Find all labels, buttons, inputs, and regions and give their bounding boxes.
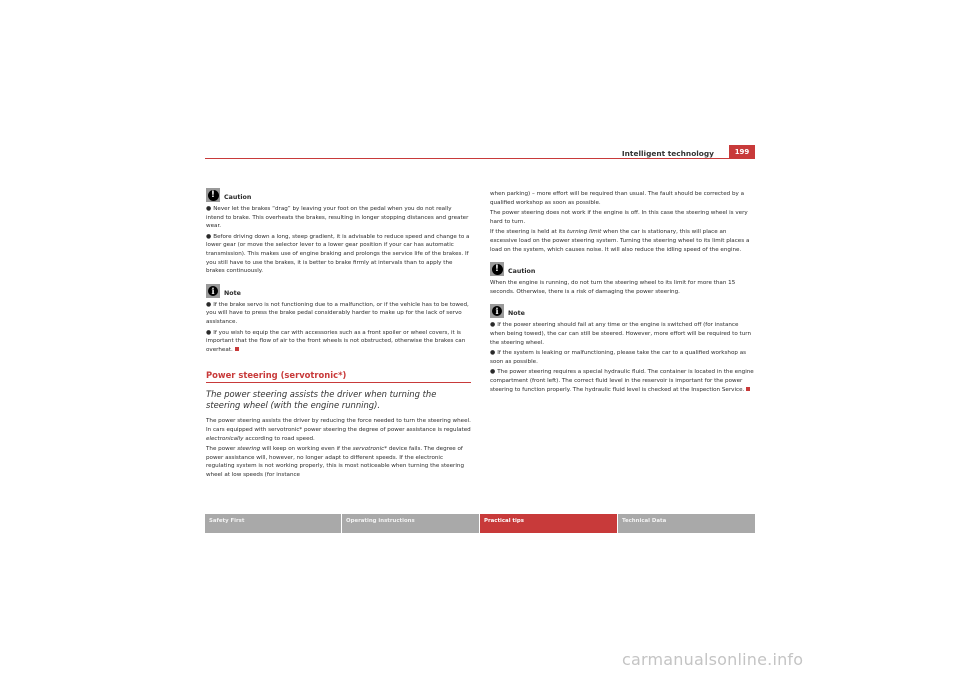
note-bullet: ● If the brake servo is not functioning due to a malfunction, or if the vehicle has to be towed, you will have to press the brake pedal considerably harder to make up for the lack of servo assistance. bbox=[206, 300, 469, 325]
header-rule bbox=[205, 158, 755, 159]
note-label: Note bbox=[224, 289, 241, 297]
section-title: Power steering (servotronic*) bbox=[206, 370, 471, 383]
caution-bullet: ● Never let the brakes “drag” by leaving your foot on the pedal when you do not really intend to brake. This overheats the brakes, resulting in longer stopping distances and greater wear. bbox=[206, 205, 469, 230]
note-bullet: ● If you wish to equip the car with accessories such as a front spoiler or wheel covers, it is important that the flow of air to the front wheels is not obstructed, otherwise the brakes can overheat. bbox=[206, 328, 466, 353]
note-bullet: ● If the power steering should fail at any time or the engine is switched off (for instance when being towed), the car can still be steered. However, more effort will be required to turn the steering wheel. bbox=[490, 321, 752, 346]
caution-heading bbox=[490, 262, 755, 276]
end-mark-icon bbox=[746, 387, 750, 391]
note-bullet: ● If the system is leaking or malfunctioning, please take the car to a qualified workshop as soon as possible. bbox=[490, 349, 747, 365]
caution-label: Caution bbox=[224, 194, 252, 201]
paragraph: The power steering does not work if the engine is off. In this case the steering wheel is very hard to turn. bbox=[490, 210, 748, 225]
paragraph: The power steering assists the driver by reducing the force needed to turn the steering wheel. In cars equipped with servotronic* power steering the degree of power assistance is regulated electronically according to road speed. bbox=[206, 418, 471, 442]
paragraph: when parking) – more effort will be required than usual. The fault should be corrected by a qualified workshop as soon as possible. bbox=[490, 191, 745, 206]
footer-tab-practical-tips[interactable]: Practical tips bbox=[480, 514, 617, 533]
page-number: 199 bbox=[729, 145, 755, 159]
section-intro: The power steering assists the driver when turning the steering wheel (with the engine running). bbox=[206, 389, 437, 410]
warning-icon bbox=[490, 262, 504, 276]
caution-label: Caution bbox=[508, 268, 536, 276]
footer-tab-technical-data[interactable]: Technical Data bbox=[618, 514, 755, 533]
watermark: carmanualsonline.info bbox=[622, 650, 804, 669]
note-heading bbox=[206, 284, 471, 298]
page-header-title: Intelligent technology bbox=[621, 149, 714, 158]
left-column bbox=[206, 188, 471, 481]
note-label: Note bbox=[508, 310, 525, 318]
info-icon bbox=[206, 284, 220, 298]
paragraph: If the steering is held at its turning limit when the car is stationary, this will place an excessive load on the power steering system. Turning the steering wheel to its limit places a load on the system, which causes noise. It will also reduce the idling speed of the engine. bbox=[490, 229, 750, 253]
info-icon bbox=[490, 304, 504, 318]
end-mark-icon bbox=[235, 347, 239, 351]
paragraph: The power steering will keep on working even if the servotronic* device fails. The degree of power assistance will, however, no longer adapt to different speeds. If the electronic regulating system is not working properly, this is most noticeable when turning the steering wheel at low speeds (for instance bbox=[206, 446, 465, 478]
caution-heading bbox=[206, 188, 471, 202]
caution-text: When the engine is running, do not turn the steering wheel to its limit for more than 15 seconds. Otherwise, there is a risk of damaging the power steering. bbox=[490, 280, 736, 295]
warning-icon bbox=[206, 188, 220, 202]
footer-tab-operating-instructions[interactable]: Operating instructions bbox=[342, 514, 479, 533]
footer-tab-safety-first[interactable]: Safety First bbox=[205, 514, 341, 533]
note-heading bbox=[490, 304, 755, 318]
caution-bullet: ● Before driving down a long, steep gradient, it is advisable to reduce speed and change to a lower gear (or move the selector lever to a lower gear position if your car has automatic transmission). This makes use of engine braking and prolongs the service life of the brakes. If you still have to use the brakes, it is better to brake firmly at intervals than to apply the brakes continuously. bbox=[206, 232, 470, 275]
note-bullet: ● The power steering requires a special hydraulic fluid. The container is located in the engine compartment (front left). The correct fluid level in the reservoir is important for the power steering to function properly. The hydraulic fluid level is checked at the Inspection Service. bbox=[490, 368, 754, 393]
right-column bbox=[490, 190, 755, 396]
